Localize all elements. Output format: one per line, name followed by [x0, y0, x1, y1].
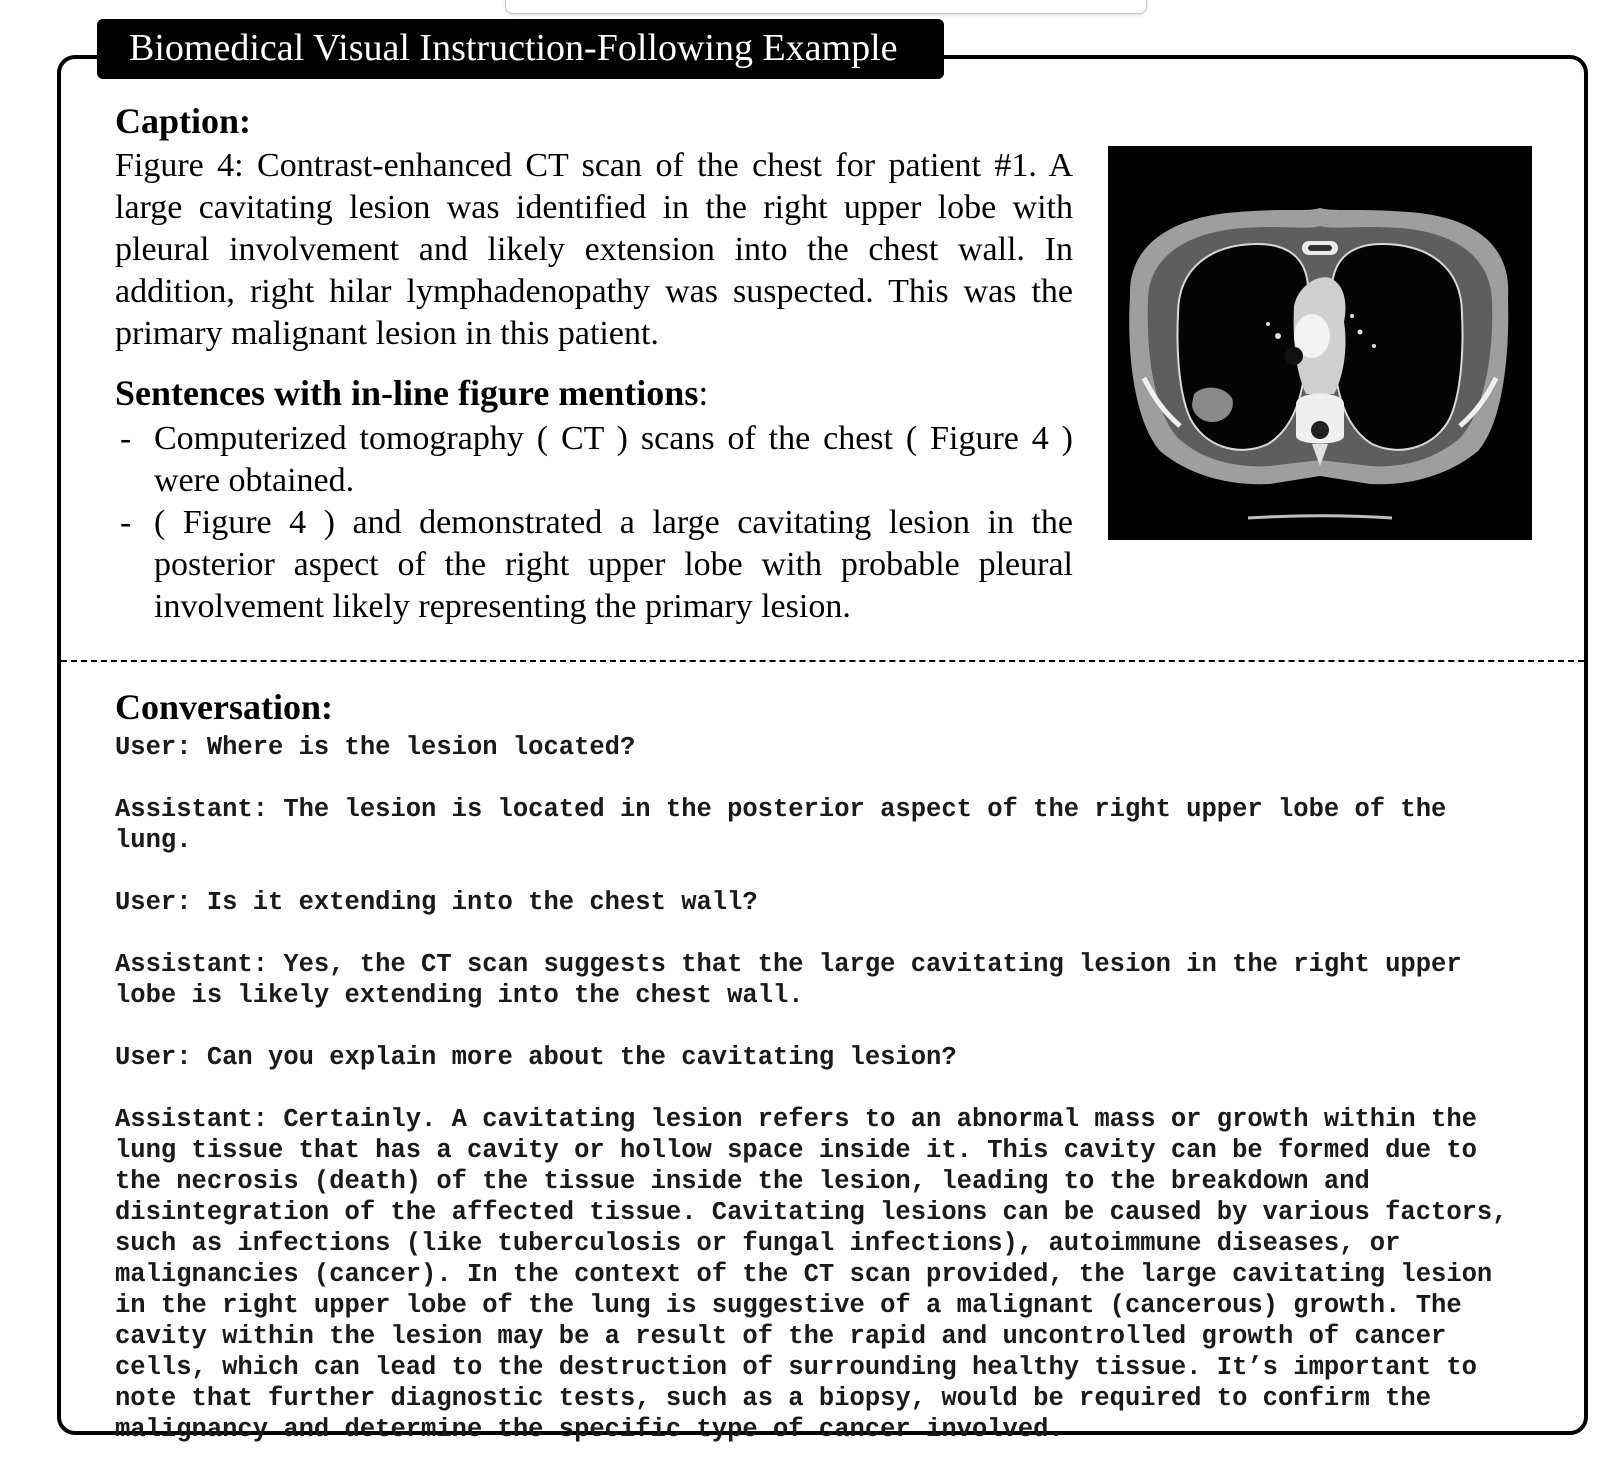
- sentences-heading-colon: :: [698, 373, 709, 413]
- bullet-marker: -: [120, 504, 132, 541]
- sentence-item: [115, 502, 1073, 628]
- sentence-item: [115, 418, 1073, 502]
- sentences-heading-label: Sentences with in-line figure mentions: [115, 373, 699, 413]
- example-title: Biomedical Visual Instruction-Following Example: [97, 19, 944, 79]
- sentences-heading: [115, 372, 708, 414]
- assistant-message: Assistant: The lesion is located in the posterior aspect of the right upper lobe of the lung.: [115, 795, 1462, 855]
- user-message: User: Can you explain more about the cavitating lesion?: [115, 1043, 957, 1072]
- ct-scan-image: [1108, 146, 1532, 540]
- ct-scan-illustration: [1108, 146, 1532, 540]
- sentence-list: [115, 418, 1073, 628]
- user-message: User: Is it extending into the chest wall?: [115, 888, 758, 917]
- bullet-marker: -: [120, 420, 132, 457]
- assistant-message: Assistant: Certainly. A cavitating lesion refers to an abnormal mass or growth within the lung tissue that has a cavity or hollow space inside it. This cavity can be formed due to the necrosis (death) of the tissue inside the lesion, leading to the breakdown and disintegration of the affected tissue. Cavitating lesions can be caused by various factors, such as infections (like tuberculosis or fungal infections), autoimmune diseases, or malignancies (cancer). In the context of the CT scan provided, the large cavitating lesion in the right upper lobe of the lung is suggestive of a malignant (cancerous) growth. The cavity within the lesion may be a result of the rapid and uncontrolled growth of cancer cells, which can lead to the destruction of surrounding healthy tissue. It’s important to note that further diagnostic tests, such as a biopsy, would be required to confirm the malignancy and determine the specific type of cancer involved.: [115, 1105, 1523, 1444]
- caption-text: Figure 4: Contrast-enhanced CT scan of the chest for patient #1. A large cavitating lesion was identified in the right upper lobe with pleural involvement and likely extension into the chest wall. In addition, right hilar lymphadenopathy was suspected. This was the primary malignant lesion in this patient.: [115, 147, 1073, 352]
- assistant-message: Assistant: Yes, the CT scan suggests that the large cavitating lesion in the right upper lobe is likely extending into the chest wall.: [115, 950, 1477, 1010]
- top-overlay-strip: [505, 0, 1147, 14]
- section-divider: [61, 660, 1584, 662]
- conversation-transcript: [115, 732, 1535, 1476]
- user-message: User: Where is the lesion located?: [115, 733, 636, 762]
- conversation-heading: Conversation:: [115, 687, 333, 727]
- sentence-text: Computerized tomography ( CT ) scans of the chest ( Figure 4 ) were obtained.: [154, 420, 1073, 499]
- caption-heading: Caption:: [115, 101, 252, 141]
- sentence-text: ( Figure 4 ) and demonstrated a large cavitating lesion in the posterior aspect of the right upper lobe with probable pleural involvement likely representing the primary lesion.: [154, 504, 1073, 625]
